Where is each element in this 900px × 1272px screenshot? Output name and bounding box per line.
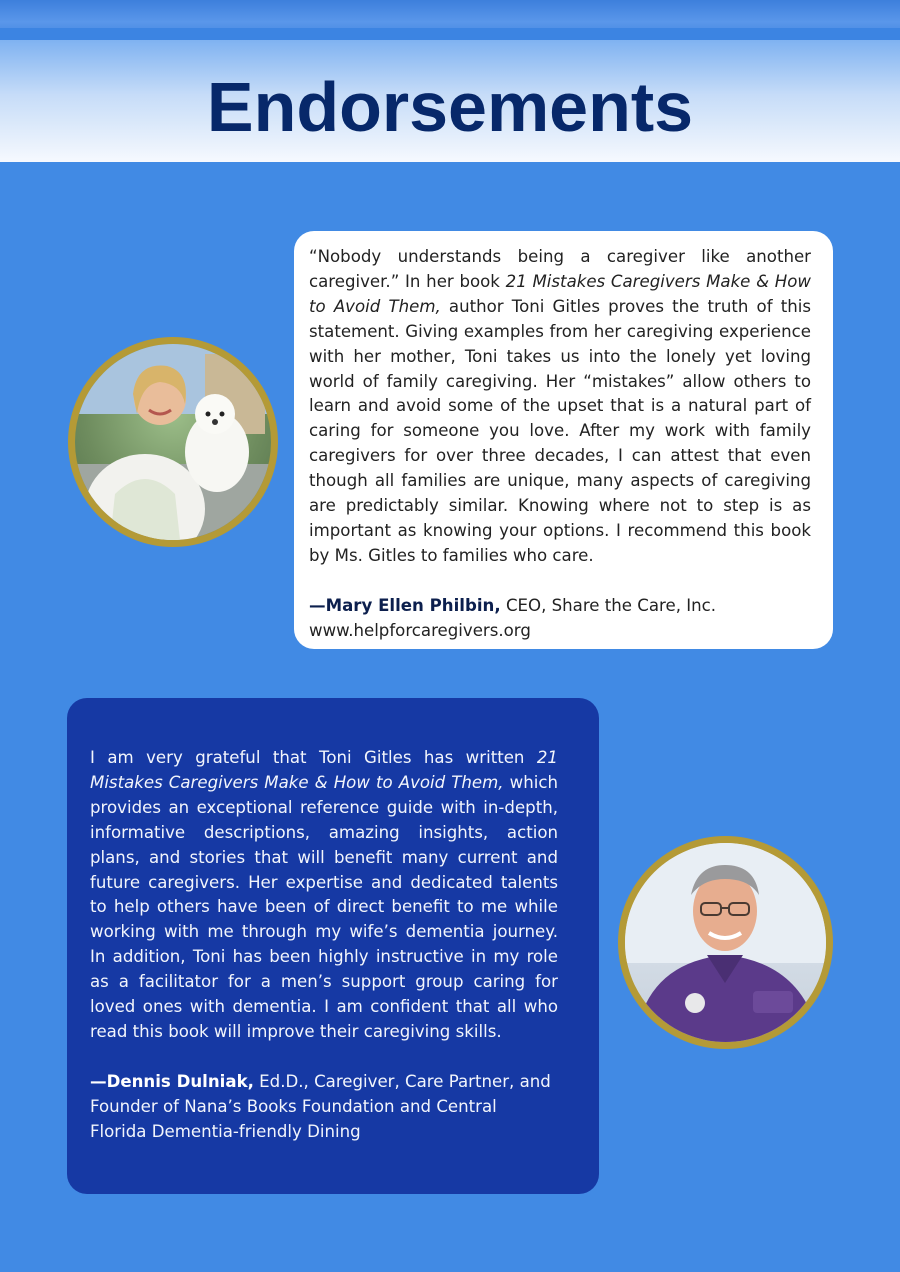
- top-stripe: [0, 0, 900, 40]
- man-portrait-illustration: [625, 843, 826, 1042]
- quote-text: which provides an exceptional reference guide with in-depth, informative descriptions, amazing insights, action plans, and stories that will benefit many current and future caregivers. Her expertise and dedicated talents to help others have been of direct benefit to me while working with me through my wife’s dementia journey. In addition, Toni has been highly instructive in my role as a facilitator for a men’s support group caring for loved ones with dementia. I am confident that all who read this book will improve their caregiving skills.: [90, 772, 558, 1041]
- book-title: 21 Mistakes Caregivers Make & How to Avoid Them,: [90, 748, 558, 792]
- quote-text: author Toni Gitles proves the truth of this statement. Giving examples from her caregiving experience with her mother, Toni takes us into the lonely yet loving world of family caregiving. Her “mistakes” allow others to learn and avoid some of the upset that is a natural part of caring for someone you love. After my work with family caregivers for over three decades, I can attest that even though all families are unique, many aspects of caregiving are predictably similar. Knowing where not to step is as important as knowing your options. I recommend this book by Ms. Gitles to families who care.: [309, 296, 811, 565]
- woman-with-dog-photo: [68, 337, 278, 547]
- endorsement-card-philbin: [294, 231, 833, 649]
- man-in-purple-shirt-photo: [618, 836, 833, 1049]
- woman-with-dog-illustration: [75, 344, 271, 540]
- book-title: 21 Mistakes Caregivers Make & How to Avoid Them,: [309, 271, 811, 316]
- quote-text: I am very grateful that Toni Gitles has written: [90, 748, 537, 767]
- endorsement-card-dulniak: [67, 698, 599, 1194]
- endorsement-quote: [90, 746, 558, 1045]
- endorser-role: Ed.D., Caregiver, Care Partner, and Founder of Nana’s Books Foundation and Central Florida Dementia-friendly Dining: [90, 1071, 551, 1141]
- endorser-website: www.helpforcaregivers.org: [309, 620, 531, 640]
- endorser-role: CEO, Share the Care, Inc.: [500, 595, 717, 615]
- page-title: Endorsements: [206, 68, 694, 146]
- endorser-name: —Mary Ellen Philbin,: [309, 595, 501, 615]
- quote-text: “Nobody understands being a caregiver like another caregiver.” In her book: [309, 247, 811, 291]
- endorsement-attribution: [90, 1070, 558, 1145]
- endorsement-quote: [309, 245, 811, 569]
- endorsement-attribution: [309, 594, 811, 644]
- endorser-name: —Dennis Dulniak,: [90, 1071, 254, 1091]
